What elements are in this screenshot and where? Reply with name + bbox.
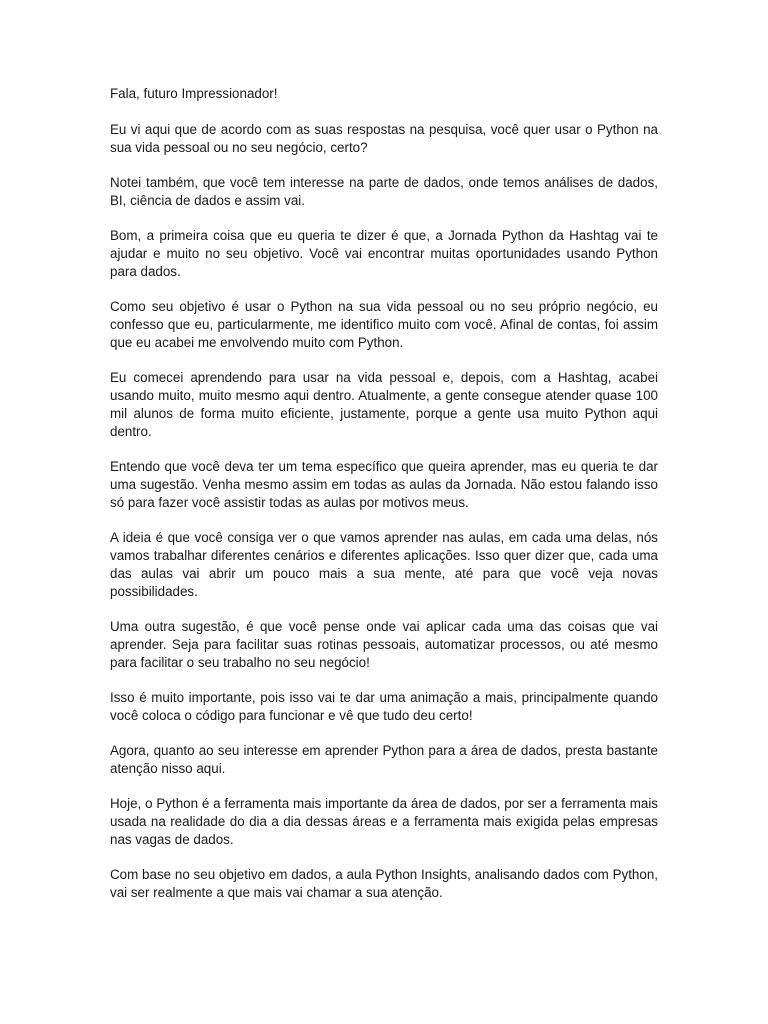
paragraph-8: Uma outra sugestão, é que você pense onde vai aplicar cada uma das coisas que vai aprender. Seja para facilitar suas rotinas pessoais, automatizar processos, ou até mesmo para facilitar o seu trabalho no seu negócio! [110,619,658,670]
paragraph-6: Entendo que você deva ter um tema específico que queira aprender, mas eu queria te dar uma sugestão. Venha mesmo assim em todas as aulas da Jornada. Não estou falando isso só para fazer você assistir todas as aulas por motivos meus. [110,459,658,510]
paragraph-4: Como seu objetivo é usar o Python na sua vida pessoal ou no seu próprio negócio, eu confesso que eu, particularmente, me identifico muito com você. Afinal de contas, foi assim que eu acabei me envolvendo muito com Python. [110,299,658,350]
paragraph-2: Notei também, que você tem interesse na parte de dados, onde temos análises de dados, BI, ciência de dados e assim vai. [110,175,658,208]
paragraph-11: Hoje, o Python é a ferramenta mais importante da área de dados, por ser a ferramenta mais usada na realidade do dia a dia dessas áreas e a ferramenta mais exigida pelas empresas nas vagas de dados. [110,796,658,847]
paragraph-3: Bom, a primeira coisa que eu queria te dizer é que, a Jornada Python da Hashtag vai te ajudar e muito no seu objetivo. Você vai encontrar muitas oportunidades usando Python para dados. [110,228,658,279]
paragraph-7: A ideia é que você consiga ver o que vamos aprender nas aulas, em cada uma delas, nós vamos trabalhar diferentes cenários e diferentes aplicações. Isso quer dizer que, cada uma das aulas vai abrir um pouco mais a sua mente, até para que você veja novas possibilidades. [110,530,658,599]
paragraph-12: Com base no seu objetivo em dados, a aula Python Insights, analisando dados com Python, vai ser realmente a que mais vai chamar a sua atenção. [110,867,658,900]
paragraph-5: Eu comecei aprendendo para usar na vida pessoal e, depois, com a Hashtag, acabei usando muito, muito mesmo aqui dentro. Atualmente, a gente consegue atender quase 100 mil alunos de forma muito eficiente, justamente, porque a gente usa muito Python aqui dentro. [110,370,658,439]
greeting-line: Fala, futuro Impressionador! [110,86,278,101]
paragraph-1: Eu vi aqui que de acordo com as suas respostas na pesquisa, você quer usar o Python na sua vida pessoal ou no seu negócio, certo? [110,122,658,155]
paragraph-9: Isso é muito importante, pois isso vai te dar uma animação a mais, principalmente quando você coloca o código para funcionar e vê que tudo deu certo! [110,690,658,723]
paragraph-10: Agora, quanto ao seu interesse em aprender Python para a área de dados, presta bastante atenção nisso aqui. [110,743,658,776]
letter-body [110,85,658,919]
